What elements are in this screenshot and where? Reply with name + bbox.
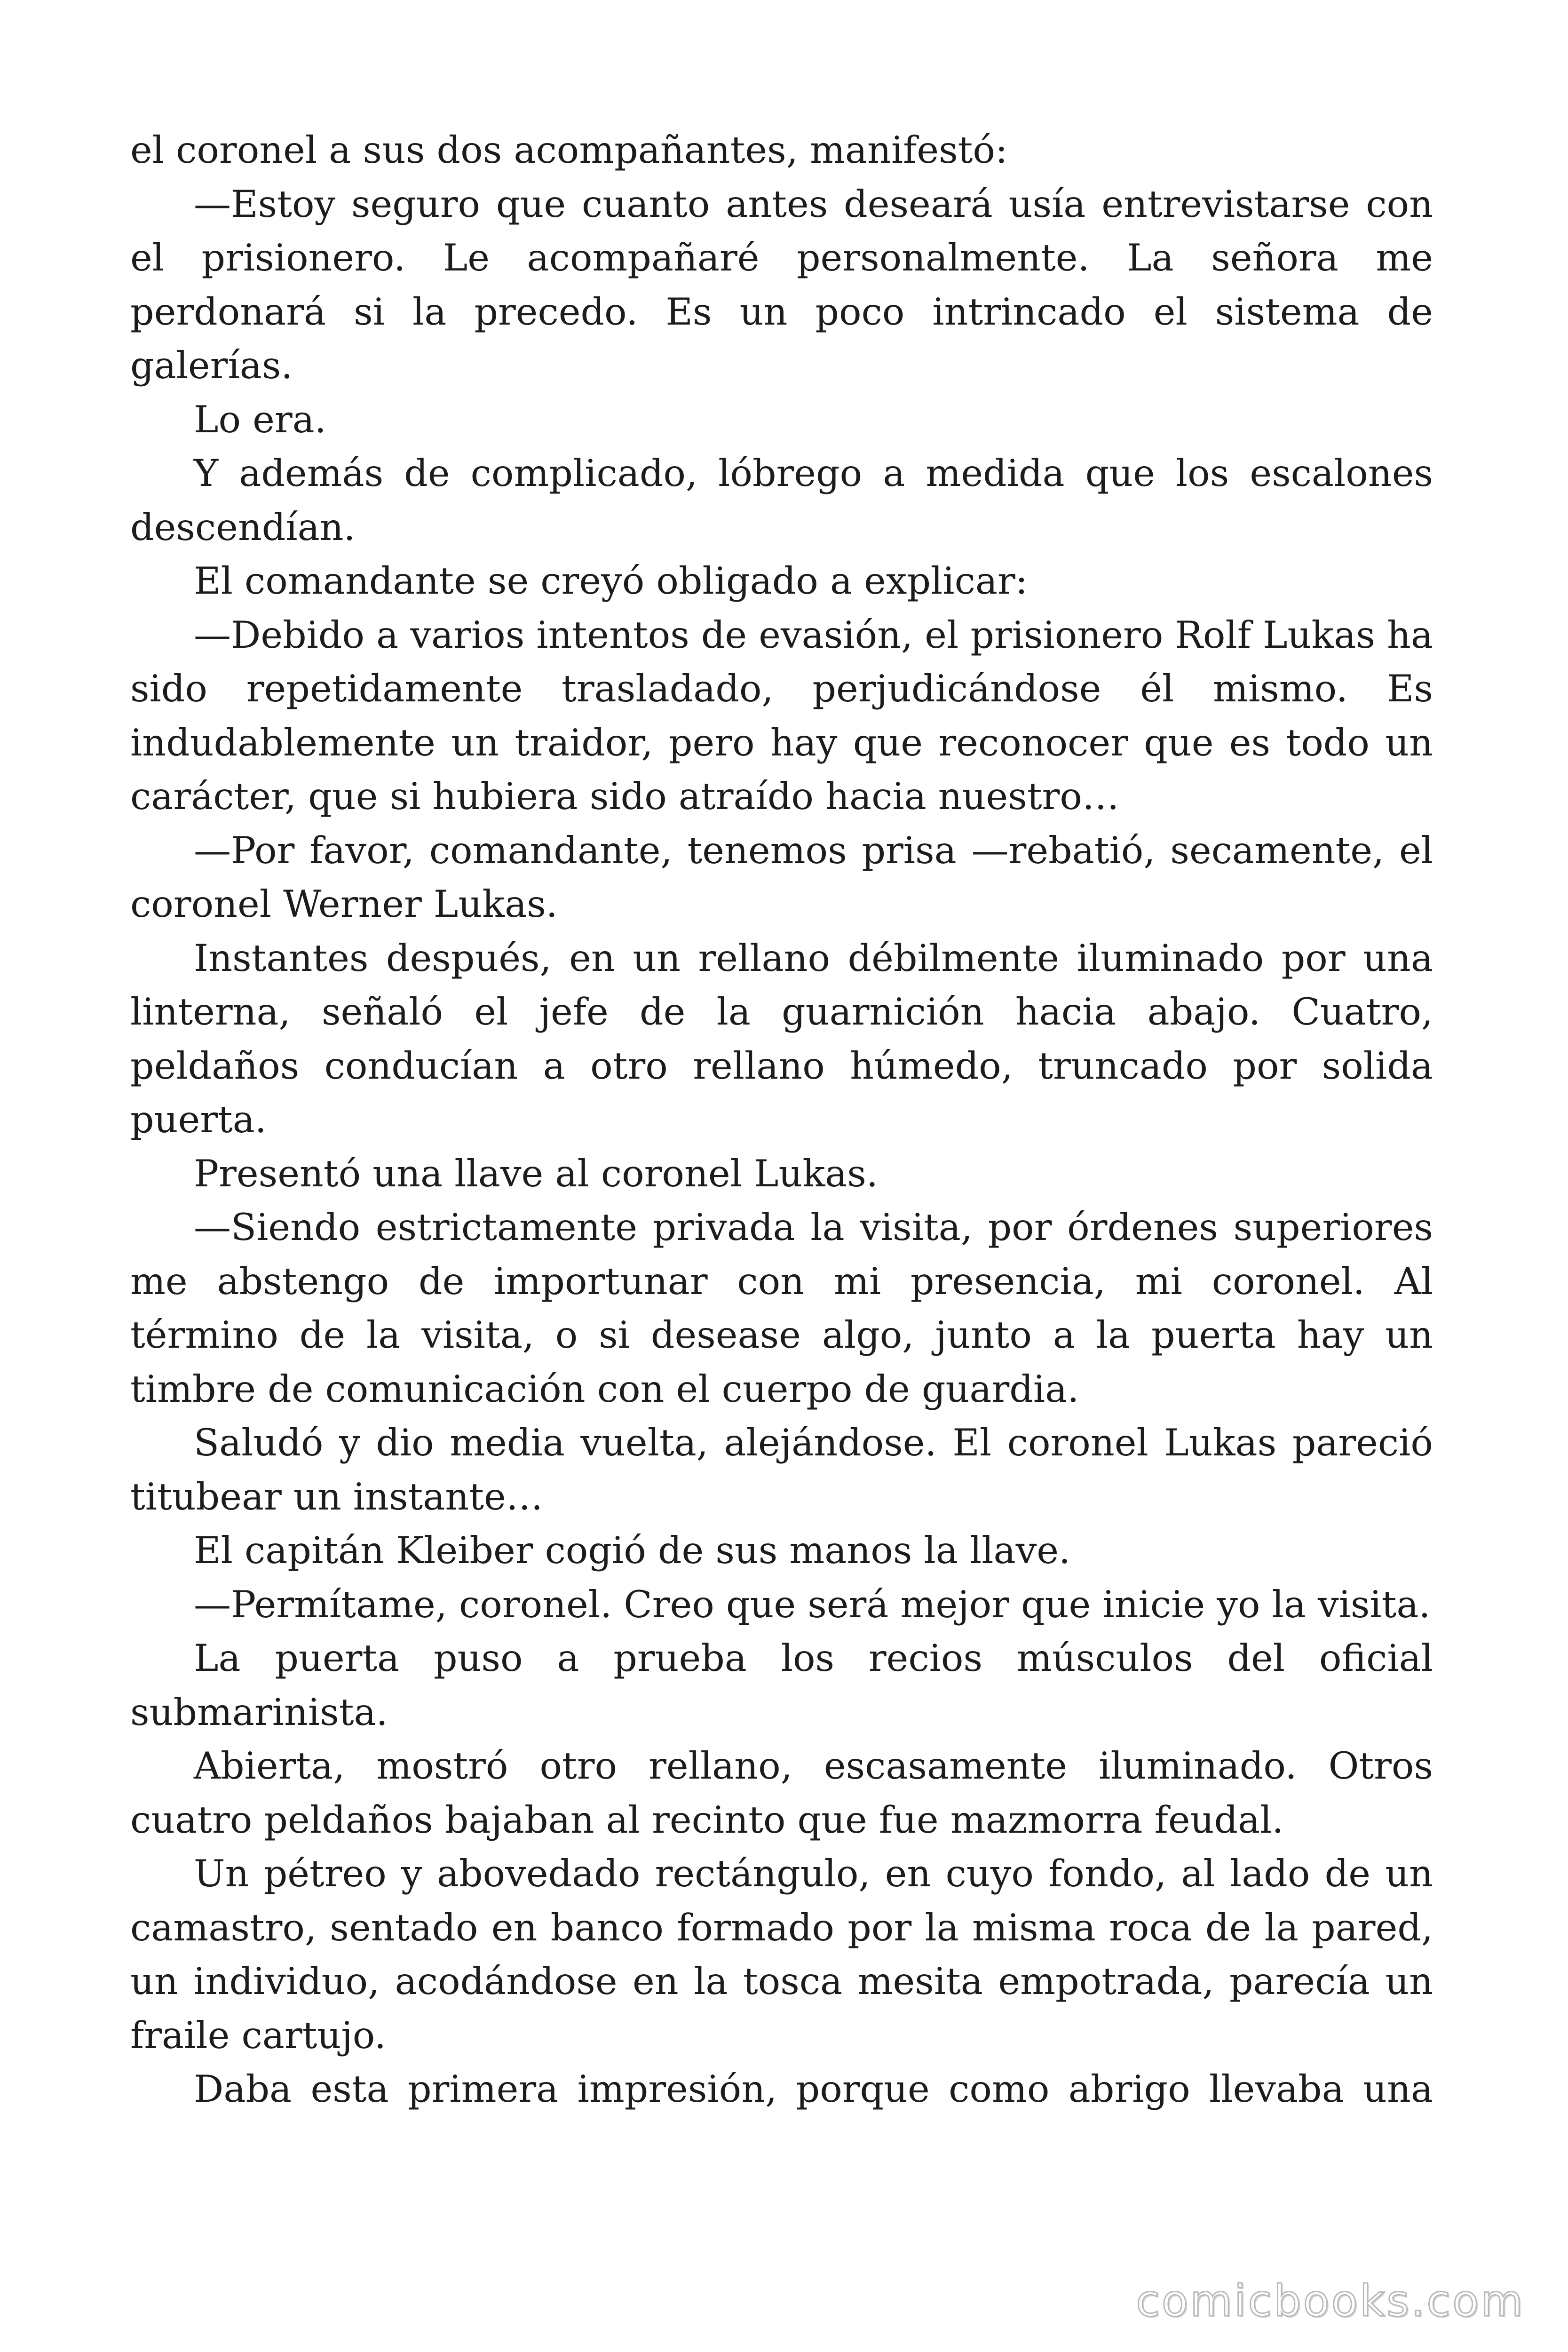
paragraph: —Permítame, coronel. Creo que será mejor que inicie yo la visita. [194,1582,1431,1626]
paragraph: Daba esta primera impresión, porque como abrigo llevaba una [194,2067,1433,2111]
paragraph: Instantes después, en un rellano débilmente iluminado por una linterna, señaló el jefe de la guarnición hacia abajo. Cuatro, peldaños conducían a otro rellano húmedo, truncado por solida puerta. [130,936,1433,1141]
paragraph: Presentó una llave al coronel Lukas. [194,1152,878,1195]
paragraph: —Por favor, comandante, tenemos prisa —rebatió, secamente, el coronel Werner Lukas. [130,828,1433,926]
paragraph: Abierta, mostró otro rellano, escasamente iluminado. Otros cuatro peldaños bajaban al recinto que fue mazmorra feudal. [130,1744,1433,1842]
paragraph: Saludó y dio media vuelta, alejándose. El coronel Lukas pareció titubear un instante… [130,1421,1433,1518]
paragraph: Lo era. [194,397,326,441]
paragraph: —Siendo estrictamente privada la visita, por órdenes superiores me abstengo de importunar con mi presencia, mi coronel. Al término de la visita, o si desease algo, junto a la puerta hay un timbre de comunicación con el cuerpo de guardia. [130,1206,1433,1411]
paragraph: Un pétreo y abovedado rectángulo, en cuyo fondo, al lado de un camastro, sentado en banco formado por la misma roca de la pared, un individuo, acodándose en la tosca mesita empotrada, parecía un fraile cartujo. [130,1852,1433,2057]
watermark-logo: comicbooks.com [1136,2276,1525,2326]
paragraph: El comandante se creyó obligado a explicar: [194,559,1028,603]
paragraph: Y además de complicado, lóbrego a medida que los escalones descendían. [130,452,1433,549]
paragraph: La puerta puso a prueba los recios músculos del oficial submarinista. [130,1637,1433,1734]
paragraph: —Debido a varios intentos de evasión, el prisionero Rolf Lukas ha sido repetidamente trasladado, perjudicándose él mismo. Es indudablemente un traidor, pero hay que reconocer que es todo un carácter, que si hubiera sido atraído hacia nuestro… [130,613,1433,818]
paragraph: el coronel a sus dos acompañantes, manifestó: [130,128,1008,172]
page-text [130,123,1433,2116]
paragraph: El capitán Kleiber cogió de sus manos la llave. [194,1529,1071,1572]
paragraph: —Estoy seguro que cuanto antes deseará usía entrevistarse con el prisionero. Le acompañaré personalmente. La señora me perdonará si la precedo. Es un poco intrincado el sistema de galerías. [130,182,1433,387]
